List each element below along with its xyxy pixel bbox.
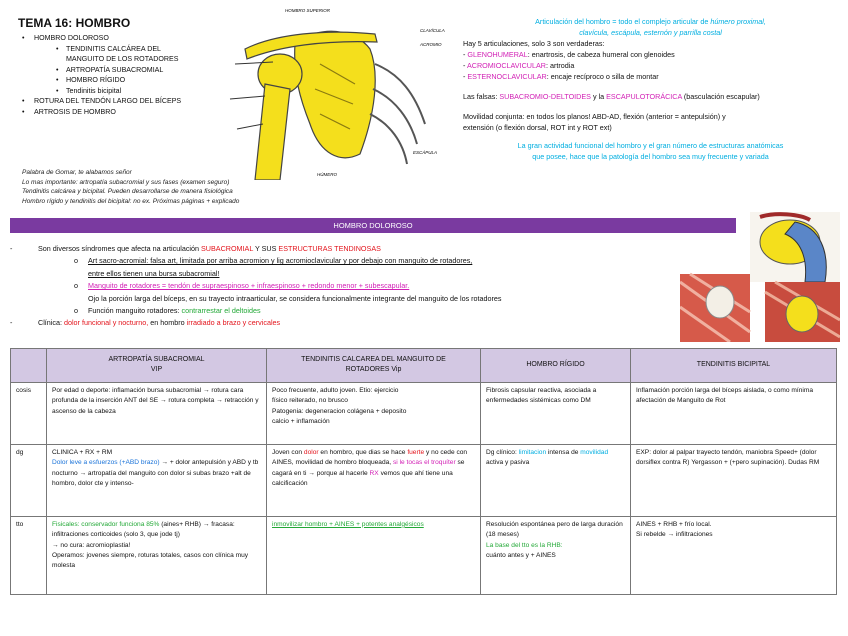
note-line: Tendinitis calcárea y bicipital. Pueden desarrollarse de manera fisiológica — [22, 188, 233, 195]
table-cell: Poco frecuente, adulto joven. Etio: ejercicio físico reiterado, no brusco Patogenia: degeneracion colágena + deposito calcio + inflamación — [267, 382, 481, 444]
topic-list — [22, 33, 181, 117]
table-cell: Dg clínico: limitacion intensa de movilidad activa y pasiva — [481, 444, 631, 516]
note-line: Hombro rígido y tendinitis del bicipital: no ex. Próximas páginas + explicado — [22, 197, 240, 205]
table-row — [11, 516, 837, 594]
topic-item: • HOMBRO DOLOROSO — [22, 33, 181, 44]
definition-line: clavícula, escápula, esternón y parrilla costal — [579, 28, 722, 37]
table-header-cell: TENDINITIS CALCAREA DEL MANGUITO DE ROTADORES Vip — [267, 349, 481, 383]
anatomy-label: HÚMERO — [317, 172, 337, 177]
table-cell: Por edad o deporte: inflamación bursa subacromial → rotura cara profunda de la inserción ANT del SE → rotura completa → retracción y ascenso de la cabeza — [47, 382, 267, 444]
subtopic-item: • TENDINITIS CALCÁREA DEL — [22, 44, 181, 55]
definition-line: Articulación del hombro = todo el complejo articular de húmero proximal, — [535, 17, 766, 26]
rotator-cuff-illustration — [680, 212, 840, 342]
table-cell: inmovilizar hombro + AINES + potentes analgésicos — [267, 516, 481, 594]
page-title: TEMA 16: HOMBRO — [18, 16, 131, 30]
note-line: Lo mas importante: artropatía subacromial y sus fases (examen seguro) — [22, 178, 230, 186]
joint-item: - ESTERNOCLAVICULAR: encaje recíproco o silla de montar — [463, 72, 659, 81]
joint-count-line: Hay 5 articulaciones, solo 3 son verdaderas: — [463, 39, 605, 48]
table-header-cell — [11, 349, 47, 383]
section-banner: HOMBRO DOLOROSO — [10, 218, 736, 233]
bullet-line: - Son diversos síndromes que afecta na articulación SUBACROMIAL Y SUS ESTRUCTURAS TENDINOSAS — [10, 244, 381, 253]
table-cell: Joven con dolor en hombro, que dias se hace fuerte y no cede con AINES, movilidad de hombro bloqueada, si le tocas el troquíter se cagará en ti → porque al hacerle RX vemos que ahí tiene una calcificación — [267, 444, 481, 516]
subtopic-item: • ARTROPATÍA SUBACROMIAL — [22, 65, 181, 76]
summary-line: que posee, hace que la patología del hombro sea muy frecuente y variada — [532, 152, 769, 161]
shoulder-anatomy-illustration — [225, 4, 450, 180]
row-label: cosis — [11, 382, 47, 444]
subtopic-item: MANGUITO DE LOS ROTADORES — [66, 55, 179, 63]
sub-bullet-line: entre ellos tienen una bursa subacromial! — [88, 268, 220, 278]
row-label: dg — [11, 444, 47, 516]
table-cell: CLINICA + RX + RM Dolor leve a esfuerzos (+ABD brazo) → + dolor antepulsión y ABD y tb nocturno → artropatía del manguito con dolor si subas brazo +alt de hombro, dolor cte y intenso- — [47, 444, 267, 516]
anatomy-label: ESCÁPULA — [413, 150, 438, 155]
table-header-cell: ARTROPATÍA SUBACROMIAL VIP — [47, 349, 267, 383]
sub-bullet-line: o Art sacro-acromial: falsa art, limitada por arriba acromion y lig acromioclavicular y por debajo con manguito de rotadores, — [74, 256, 473, 266]
mobility-line: extensión (o flexión dorsal, ROT int y ROT ext) — [463, 123, 612, 132]
joint-item: - ACROMIOCLAVICULAR: artrodia — [463, 61, 575, 70]
section-bullets — [10, 243, 650, 330]
table-header-cell: TENDINITIS BICIPITAL — [631, 349, 837, 383]
table-header-cell: HOMBRO RÍGIDO — [481, 349, 631, 383]
mobility-line: Movilidad conjunta: en todos los planos! ABD-AD, flexión (anterior = antepulsión) y — [463, 112, 726, 121]
joint-summary — [463, 16, 838, 162]
row-label: tto — [11, 516, 47, 594]
table-cell: Fisicales: conservador funciona 85% (aines+ RHB) → fracasa: infiltraciones corticoides (solo 3, que jode tj) → no cura: acromioplastia! Operamos: jovenes siempre, roturas totales, casos con clínica muy molesta — [47, 516, 267, 594]
table-cell: Inflamación porción larga del bíceps aislada, o como mínima afectación de Manguito de Rot — [631, 382, 837, 444]
anatomy-label: ACROMIO — [420, 42, 442, 47]
table-cell: Fibrosis capsular reactiva, asociada a enfermedades sistémicas como DM — [481, 382, 631, 444]
handwritten-notes — [22, 168, 239, 206]
subtopic-item: • Tendinitis bicipital — [22, 86, 181, 97]
table-header-row — [11, 349, 837, 383]
table-cell: Resolución espontánea pero de larga duración (18 meses) La base del tto es la RHB: cuánto antes y + AINES — [481, 516, 631, 594]
table-row — [11, 382, 837, 444]
anatomy-label: CLAVÍCULA — [420, 28, 445, 33]
joint-item: - GLENOHUMERAL: enartrosis, de cabeza humeral con glenoides — [463, 50, 675, 59]
note-line: Palabra de Gomar, te alabamos señor — [22, 169, 132, 176]
table-row — [11, 444, 837, 516]
table-cell: EXP: dolor al palpar trayecto tendón, maniobra Speed+ (dolor dorsiflex contra R) Yergasson + (+pero supinación). Dudas RM — [631, 444, 837, 516]
topic-item: • ARTROSIS DE HOMBRO — [22, 107, 181, 118]
false-joints-line: Las falsas: SUBACROMIO-DELTOIDES y la ESCAPULOTORÁCICA (basculación escapular) — [463, 92, 760, 101]
table-cell: AINES + RHB + frío local. Si rebelde → infiltraciones — [631, 516, 837, 594]
topic-item: • ROTURA DEL TENDÓN LARGO DEL BÍCEPS — [22, 96, 181, 107]
sub-bullet-line: o Manguito de rotadores = tendón de supraespinoso + infraespinoso + redondo menor + subescapular. — [74, 281, 410, 291]
pathology-table — [10, 348, 837, 595]
sub-bullet-line: Ojo la porción larga del bíceps, en su trayecto intraarticular, se considera funcionalmente integrante del manguito de los rotadores — [88, 293, 502, 303]
sub-bullet-line: o Función manguito rotadores: contrarrestar el deltoides — [74, 306, 261, 316]
subtopic-item: • HOMBRO RÍGIDO — [22, 75, 181, 86]
anatomy-label: HOMBRO SUPERIOR — [285, 8, 331, 13]
summary-line: La gran actividad funcional del hombro y el gran número de estructuras anatómicas — [517, 141, 784, 150]
bullet-line: - Clínica: dolor funcional y nocturno, en hombro irradiado a brazo y cervicales — [10, 318, 281, 328]
